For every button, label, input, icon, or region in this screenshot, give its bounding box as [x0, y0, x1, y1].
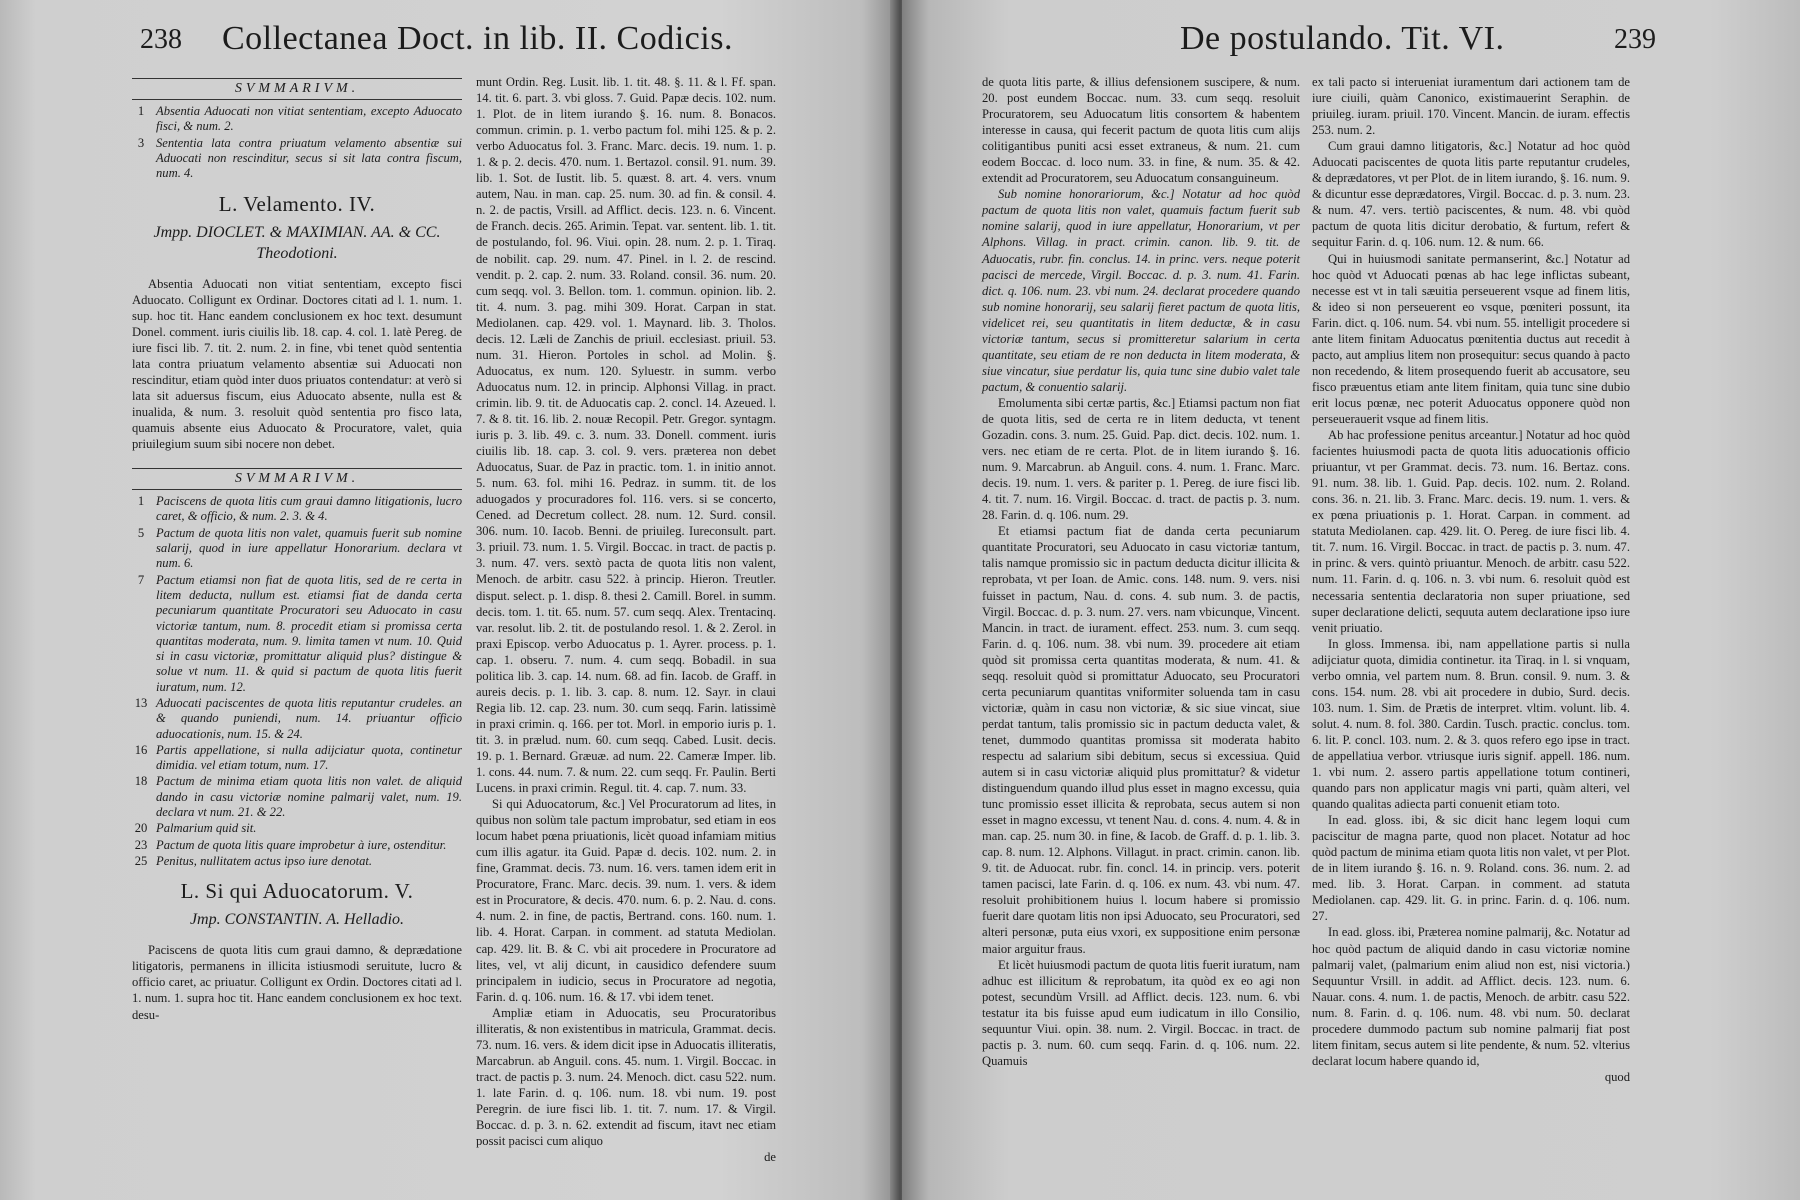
left-column-1: [132, 74, 462, 1023]
commentary-paragraph: Et licèt huiusmodi pactum de quota litis fuerit iuratum, nam adhuc est illicitum & reprobatum, ita quòd ex eo agi non potest, secundùm Vrsill. ad Afflict. decis. 123. num. 6. vbi testatur ita bis fuisse apud eum iudicatum in illo Consilio, sequuntur Viui. opin. 38. num. 2. Virgil. Boccac. in tract. de pactis p. 3. num. 60. cum seqq. Farin. d. q. 106. num. 22. Quamuis: [982, 957, 1300, 1068]
summary-item-text: Paciscens de quota litis cum graui damno litigationis, lucro caret, & officio, & num. 2. 3. & 4.: [156, 494, 462, 524]
summary-item-text: Pactum de quota litis non valet, quamuis fuerit sub nomine salarij, quod in iure appellatur Honorarium. declara vt num. 6.: [156, 525, 462, 571]
summary-item-number: 25: [134, 853, 148, 868]
summary-item: [132, 136, 462, 182]
running-head: Collectanea Doct. in lib. II. Codicis.: [222, 20, 733, 57]
summary-item: [132, 526, 462, 572]
commentary-paragraph: Ab hac professione penitus arceantur.] Notatur ad hoc quòd facientes huiusmodi pacta de quota litis aduocationis officio priuantur, vt per Grammat. decis. 73. num. 16. Bertaz. cons. 91. num. 38. lib. 1. Guid. Pap. decis. 102. num. 2. Roland. cons. 36. n. 21. lib. 3. Franc. Marc. decis. 19. num. 1. vers. & ex pœna priuationis p. 1. Horat. Carpan. in comment. ad statuta Mediolanen. cap. 429. lit. O. Pereg. de iure fisci lib. 4. tit. 7. num. 16. Virgil. Boccac. in tract. de pactis p. 3. num. 47. in princ. & vers. quintò priuantur. Menoch. de arbitr. casu 522. num. 11. Farin. d. q. 106. n. 3. vbi num. 6. resoluit quòd est necessaria sententia declaratoria non super priuatione, sed super declaratione delicti, sequuta autem declaratione ipso iure venit priuatio.: [1312, 428, 1630, 635]
summary-item-number: 16: [134, 742, 148, 757]
catchword: de: [764, 1150, 776, 1165]
summary-item: [132, 494, 462, 525]
summary-heading: SVMMARIVM.: [132, 78, 462, 100]
commentary-paragraph: Et etiamsi pactum fiat de danda certa pecuniarum quantitate Procuratori, seu Aduocato in casu victoriæ tantum, talis namque promissio sic in pactum deducta dicitur illicita & reprobata, vt per Ioan. de Amic. cons. 148. num. 9. vers. nisi fuisset in pactum, Nau. d. cons. 4. sub num. 3. de pactis, Virgil. Boccac. d. p. 3. num. 27. vers. nam vbicunque, Vincent. Mancin. in tract. de iurament. effect. 253. num. 3. cum seqq. Farin. d. q. 106. num. 38. vbi num. 39. procedere ait etiam quòd sit promissa certa quantitas moderata, & num. 41. & seqq. resoluit quòd si promittatur Aduocato, seu Procuratori certa pecuniarum quantitas vniformiter soluenda tam in casu victoriæ, quàm in casu non victoriæ, & sic siue vincat, siue perdat tantum, talis promissio sic in pactum deducta valet, & tenet, dummodo quantitas promissa sit moderata habito respectu ad salarium sibi debitum, secus si excessiua. Quid autem si in casu victoriæ aliquid plus promittatur? & videtur distinguendum quando illud plus esset in magno excessu, quia tunc promissio esset illicita & reprobata, secus autem si non esset in magno excessu, vt tenent Nau. d. cons. 4. num. 4. & in man. cap. 25. num 30. in fine, & Iacob. de Graff. d. p. 1. lib. 3. cap. 8. num. 12. Alphons. Villagut. in pract. crimin. canon. lib. 9. tit. de Aduocat. rubr. fin. concl. 14. in princip. vers. poterit tamen pacisci, late Farin. d. q. 106. ex num. 43. vbi num. 47. resoluit prohibitionem huius l. locum habere si promissio fuerit dare quotam litis non ipsi Aduocato, seu Procuratori, sed alteri personæ, puta eius vxori, ex suppositione enim personæ maior arguitur fraus.: [982, 524, 1300, 956]
commentary-paragraph: de quota litis parte, & illius defensionem suscipere, & num. 20. post eundem Boccac. num. 33. cum seqq. resoluit Procuratorem, seu Aduocatum litis consortem & habentem interesse in causa, qui fecerit pactum de quota litis cum alijs colitigantibus puniti acsi esset extraneus, & num. 21. cum eodem Boccac. d. loco num. 33. in fine, & num. 35. & 42. extendit ad Procuratorem, seu Aduocatum consanguineum.: [982, 75, 1300, 186]
lex-text: Paciscens de quota litis cum graui damno, & deprædatione litigatoris, permanens in illicita istiusmodi seruitute, lucro & officio caret, ac priuatur. Colligunt ex Ordin. Doctores citati ad l. 1. num. 1. supra hoc tit. Hanc eandem conclusionem ex hoc text. desu-: [132, 943, 462, 1022]
summary-item-text: Pactum de minima etiam quota litis non valet. de aliquid dando in casu victoriæ nomine palmarij valet, num. 19. declara vt num. 21. & 22.: [156, 774, 462, 820]
lex-heading: L. Si qui Aduocatorum. V.: [180, 879, 414, 904]
summary-item-number: 18: [134, 774, 148, 789]
summary-item-number: 13: [134, 696, 148, 710]
imperator-line: Jmp. CONSTANTIN. A. Helladio.: [189, 911, 405, 929]
summary-item-text: Palmarium quid sit.: [156, 821, 257, 836]
summary-heading: SVMMARIVM.: [132, 468, 462, 490]
summary-item-text: Absentia Aduocati non vitiat sententiam, excepto Aduocato fisci, & num. 2.: [156, 104, 462, 134]
commentary-paragraph: munt Ordin. Reg. Lusit. lib. 1. tit. 48. §. 11. & l. Ff. span. 14. tit. 6. part. 3. vbi gloss. 7. Guid. Papæ decis. 102. num. 1. Plot. de in litem iurando §. 16. num. 8. Bonacos. commun. crimin. p. 1. verbo pactum fol. mihi 125. & p. 2. verbo Aduocatus fol. 3. Franc. Marc. decis. 19. num. 1. p. 1. & p. 2. decis. 470. num. 1. Bertazol. consil. 91. num. 39. lib. 1. Sot. de Iustit. lib. 5. quæst. 8. art. 4. vers. vnum autem, Nau. in man. cap. 25. num. 30. ad fin. & consil. 4. n. 2. de pactis, Vrsill. ad Afflict. decis. 123. n. 6. Vincent. de Franch. decis. 265. Arimin. Tepat. var. sentent. lib. 1. tit. de postulando, fol. 96. Viui. opin. 28. num. 2. p. 1. Tiraq. de nobilit. cap. 29. num. 47. Pinel. in l. 2. de rescind. vendit. p. 2. cap. 2. num. 33. Roland. consil. 36. num. 20. cum seqq. vol. 3. Bellon. tom. 1. commun. opinion. lib. 2. tit. 4. num. 3. pag. mihi 309. Horat. Carpan in stat. Mediolanen. cap. 429. vol. 1. Maynard. lib. 3. Tholos. decis. 12. Læli de Zanchis de priuil. ecclesiast. priuil. 53. num. 31. Hieron. Portoles in schol. ad Molin. §. Aduocatus, ex num. 120. Syluestr. in summ. verbo Aduocatus num. 12. in princip. Alphonsi Villag. in pract. crimin. lib. 9. tit. de Aduocatis cap. 2. concl. 14. Azeued. l. 7. & 8. tit. 16. lib. 2. nouæ Recopil. Petr. Gregor. syntagm. iuris p. 3. lib. 49. c. 3. num. 33. Donell. comment. iuris ciuilis lib. 18. cap. 3. col. 9. vers. præterea non debet Aduocatus, Suar. de Paz in practic. tom. 1. in initio annot. 5. num. 63. fol. mihi 16. Pedraz. in summ. tit. de los aduogados y procuradores fol. 116. vers. si se concerto, Cened. ad Decretum collect. 28. num. 12. Surd. consil. 306. num. 10. Iacob. Benni. de priuileg. Iureconsult. part. 3. priuil. 73. num. 1. 5. Virgil. Boccac. in tract. de pactis p. 3. num. 47. vers. sextò pacta de quota litis non valent, Menoch. de arbitr. casu 522. à princip. Hieron. Treutler. disput. select. p. 1. disp. 8. thesi 2. Camill. Borel. in summ. decis. tom. 1. tit. 65. num. 57. cum seqq. Alex. Trentacinq. var. resolut. lib. 2. tit. de postulando resol. 1. & 2. Zerol. in praxi Episcop. verbo Aduocatus p. 1. Ayrer. process. p. 1. cap. 1. obseru. 7. num. 4. cum seqq. Bobadil. in sua politica lib. 3. cap. 14. num. 68. ad fin. Iacob. de Graff. in aureis decis. p. 1. lib. 3. cap. 8. num. 12. Sayr. in claui Regia lib. 12. cap. 23. num. 30. cum seqq. Farin. latissimè in praxi crimin. q. 166. per tot. Morl. in emporio iuris p. 1. tit. 3. in prælud. num. 60. cum seqq. Cabed. Lusit. decis. 19. p. 1. Bernard. Græuæ. ad num. 22. Cameræ Imper. lib. 1. cons. 44. num. 7. & num. 22. cum seqq. Fr. Paulin. Berti Lucens. in praxi crimin. Regul. tit. 4. cap. 7. num. 33.: [476, 75, 776, 796]
summary-list: [132, 494, 462, 869]
summary-item: [132, 821, 462, 836]
summary-item-number: 1: [137, 494, 145, 509]
right-column-1: [982, 74, 1300, 1069]
summary-item: [132, 838, 462, 853]
commentary-paragraph: ex tali pacto si interueniat iuramentum dari actionem tam de iure ciuili, quàm Canonico, existimauerint Seraphin. de priuileg. iuram. priuil. 170. Vincent. Mancin. de iuram. effectis 253. num. 2.: [1312, 75, 1630, 138]
commentary-paragraph: Qui in huiusmodi sanitate permanserint, &c.] Notatur ad hoc quòd vt Aduocati pœnas ab hac lege inflictas subeant, necesse est vt in tali sæuitia perseuerent vsque ad finem litis, & ideo si non perseuerent eo vsque, pœniteri possunt, ita Farin. dict. q. 106. num. 54. vbi num. 55. intelligit procedere si ante litem finitam Aduocatus pœnitentia ductus aut recedit à pacto, aut amplius litem non prosequitur: secus quando à pacto non recedendo, & litem prosequendo fuerit ab accusatore, seu fisco præuentus etiam ante litem finitam, quia tunc sine dubio erit locus pœnæ, nec poterit Aduocatus opponere quòd non perseuerauerit vsque ad finem litis.: [1312, 251, 1630, 426]
summary-item-text: Partis appellatione, si nulla adijciatur quota, continetur dimidia. vel etiam totum, num. 17.: [156, 742, 462, 773]
summary-item: [132, 696, 462, 742]
commentary-paragraph: Emolumenta sibi certæ partis, &c.] Etiamsi pactum non fiat de quota litis, sed de certa re in litem deducta, vt tenent Gozadin. cons. 3. num. 25. Guid. Pap. dict. decis. 102. num. 1. vers. nec etiam de re certa. Plot. de in litem iurando §. 16. num. 9. Marcabrun. ab Anguil. cons. 4. num. 1. Franc. Marc. decis. 19. num. 1. vers. & pariter p. 1. Pereg. de iure fisci lib. 4. tit. 7. num. 16. Virgil. Boccac. d. tract. de pactis p. 3. num. 28. Farin. d. q. 106. num. 29.: [982, 395, 1300, 523]
summary-item-text: Penitus, nullitatem actus ipso iure denotat.: [156, 853, 373, 868]
summary-item-number: 20: [134, 821, 148, 836]
page-number: 238: [140, 24, 182, 55]
left-column-2: [476, 74, 776, 1165]
commentary-paragraph: Cum graui damno litigatoris, &c.] Notatur ad hoc quòd Aduocati paciscentes de quota litis parte reputantur crudeles, & deprædatores, vt per Plot. de in litem iurando, §. 16. num. 9. & dicuntur esse deprædatores, Virgil. Boccac. d. p. 3. num. 23. & num. 47. vers. tertiò paciscentes, & num. 48. vbi quòd pactum de quota litis dicitur derobatio, & furtum, refert & sequitur Farin. d. q. 106. num. 12. & num. 66.: [1312, 139, 1630, 250]
summary-item: [132, 743, 462, 774]
lex-text: Absentia Aduocati non vitiat sententiam, excepto fisci Aduocato. Colligunt ex Ordinar. Doctores citati ad l. 1. num. 1. sup. hoc tit. Hanc eandem conclusionem ex hoc text. desumunt Donel. comment. iuris ciuilis lib. 18. cap. 4. col. 1. latè Pereg. de iure fisci lib. 7. tit. 2. num. 2. in fine, vbi tenet quòd sententia lata contra priuatum velamento absentiæ sui Aduocati non rescinditur, etiam quòd inter duos priuatos contendatur: at verò si lata sit aduersus fiscum, eius Aduocato absente, nulla est & inualida, & num. 3. resoluit quòd sententia pro fisco lata, quamuis absente eius Aduocato & Procuratore, valet, quia priuilegium suum sibi nocere non debet.: [132, 276, 462, 452]
page-number: 239: [1614, 24, 1656, 55]
summary-item: [132, 104, 462, 135]
lex-heading: L. Velamento. IV.: [218, 191, 376, 216]
summary-item-text: Pactum etiamsi non fiat de quota litis, sed de re certa in litem deducta, nullum est. etiamsi fiat de danda certa pecuniarum quantitate Procuratori seu Aduocato in casu victoriæ tantum, num. 8. procedit etiam si promissa certa quantitas moderata, num. 9. limita tamen vt num. 10. Quid si in casu victoriæ, promittatur aliquid plus? distingue & solue vt num. 11. & quid si pactum de quota litis fuerit iuratum, num. 12.: [156, 572, 462, 694]
commentary-paragraph: In ead. gloss. ibi, & sic dicit hanc legem loqui cum paciscitur de magna parte, quod non placet. Notatur ad hoc quòd pactum de minima etiam quota litis non valet, vt per Plot. de in litem iurando §. 16. n. 9. Roland. cons. 36. num. 2. ad med. lib. 3. Horat. Carpan. in comment. ad statuta Mediolanen. cap. 429. lit. G. in princ. Farin. d. q. 106. num. 27.: [1312, 813, 1630, 924]
summary-item-number: 5: [137, 525, 145, 540]
summary-item-number: 3: [137, 135, 145, 150]
commentary-paragraph: Sub nomine honorariorum, &c.] Notatur ad hoc quòd pactum de quota litis non valet, quamuis factum fuerit sub nomine salarij, quod in iure appellatur, Honorarium, vt per Alphons. Villag. in pract. crimin. canon. lib. 9. tit. de Aduocatis, rubr. fin. conclus. 14. in princ. vers. neque poterit pacisci de mercede, Virgil. Boccac. d. p. 3. num. 41. Farin. dict. q. 106. num. 23. vbi num. 24. declarat procedere quando sub nomine honorarij, seu salarij fieret pactum de quota litis, videlicet rei, seu quantitatis in litem deductæ, & in casu victoriæ tantum, secus si promitteretur salarium in certa quantitate, seu etiam de re non deducta in litem moderata, & siue vincatur, siue perdatur lis, quia tunc sine dubio valet tale pactum, & conuentio salarij.: [982, 187, 1300, 394]
commentary-paragraph: Ampliæ etiam in Aduocatis, seu Procuratoribus illiteratis, & non existentibus in matricula, Grammat. decis. 73. num. 16. vers. & idem dicit ipse in Aduocatis illiteratis, Marcabrun. ab Anguil. cons. 45. num. 1. Virgil. Boccac. in tract. de pactis p. 3. num. 24. Menoch. dict. casu 522. num. 1. late Farin. d. q. 106. num. 18. vbi num. 19. post Peregrin. de iure fisci lib. 1. tit. 7. num. 17. & Virgil. Boccac. d. p. 3. n. 62. extendit ad fiscum, itavt nec etiam possit pacisci cum aliquo: [476, 1005, 776, 1149]
commentary-paragraph: In ead. gloss. ibi, Præterea nomine palmarij, &c. Notatur ad hoc quòd pactum de aliquid dando in casu victoriæ nomine palmarij valet, (palmarium enim aliud non est, nisi victoria.) Sequuntur Vrsill. in addit. ad Afflict. decis. 123. num. 6. Nauar. cons. 4. num. 1. de pactis, Menoch. de arbitr. casu 522. num. 8. Farin. d. q. 106. num. 48. vbi num. 50. declarat procedere dummodo pactum sub nomine palmarij fiat post litem finitam, secus autem si lite pendente, & num. 52. vlterius declarat locum habere quando id,: [1312, 925, 1630, 1068]
right-column-2: [1312, 74, 1630, 1085]
catchword: quod: [1604, 1069, 1630, 1084]
left-page: [0, 0, 898, 1200]
commentary-paragraph: In gloss. Immensa. ibi, nam appellatione partis si nulla adijciatur quota, dimidia continetur. ita Tiraq. in l. si vnquam, verbo omnia, vel partem num. 8. Brun. consil. 9. num. 3. & cons. 154. num. 28. vbi ait procedere in dubio, Surd. decis. 103. num. 1. Sim. de Prætis de interpret. vltim. volunt. lib. 4. solut. 4. num. 8. fol. 380. Cardin. Tusch. practic. conclus. tom. 6. lit. P. concl. 103. num. 2. & 3. quos refero ego ipse in tract. de appellatiua verbor. vtriusque iuris signif. appell. 186. num. 1. vbi num. 2. assero partis appellatione totum contineri, quando pars non applicatur magis vni parti, quàm alteri, vel quando qualitas adiecta parti conuenit etiam toto.: [1312, 636, 1630, 812]
summary-item: [132, 573, 462, 695]
summary-list: [132, 104, 462, 181]
summary-item-text: Pactum de quota litis quare improbetur à iure, ostenditur.: [156, 837, 447, 852]
imperator-line: Jmpp. DIOCLET. & MAXIMIAN. AA. & CC. Theodotioni.: [153, 223, 441, 262]
summary-item-number: 23: [134, 837, 148, 852]
summary-item-number: 1: [137, 104, 145, 119]
commentary-paragraph: Si qui Aduocatorum, &c.] Vel Procuratorum ad lites, in quibus non solùm tale pactum improbatur, sed etiam in eos locum habet pœna priuationis, licèt quoad infamiam mitius cum illis agatur. ita Guid. Papæ d. decis. 102. num. 2. in fine, Grammat. decis. 73. num. 16. vers. tamen idem erit in Procuratore, Franc. Marc. decis. 39. num. 1. vers. & idem est in Procuratore, & decis. 470. num. 6. p. 2. Nau. d. cons. 4. num. 2. in fine, de pactis, Bertrand. cons. 160. num. 1. lib. 4. Horat. Carpan. in comment. ad statuta Mediolan. cap. 429. lit. B. & C. vbi ait procedere in Procuratore ad lites, vel, vt alij dicunt, in causidico defendere suum principalem in iudicio, secus in Procuratore ad negotia, Farin. d. q. 106. num. 16. & 17. vbi idem tenet.: [476, 797, 776, 1004]
summary-item-text: Sententia lata contra priuatum velamento absentiæ sui Aduocati non rescinditur, secus si sit lata contra fiscum, num. 4.: [156, 135, 462, 181]
summary-item-number: 7: [137, 572, 145, 587]
summary-item: [132, 854, 462, 869]
right-page: [902, 0, 1800, 1200]
running-head: De postulando. Tit. VI.: [1180, 20, 1505, 57]
summary-item-text: Aduocati paciscentes de quota litis reputantur crudeles. an & quando puniendi, num. 14. priuantur officio aduocationis, num. 15. & 24.: [156, 696, 462, 741]
summary-item: [132, 774, 462, 820]
